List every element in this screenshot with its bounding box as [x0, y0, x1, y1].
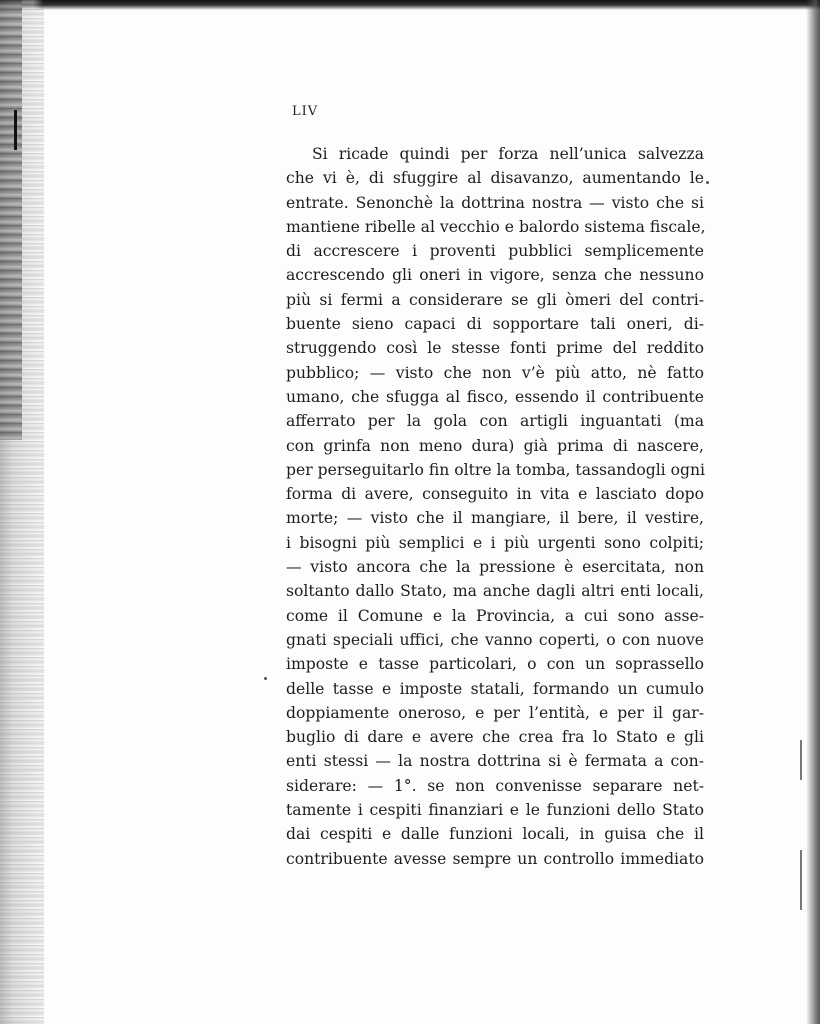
text-line: imposte e tasse particolari, o con un soprassello — [286, 655, 704, 674]
text-line: per perseguitarlo fin oltre la tomba, tassandogli ogni — [286, 460, 706, 479]
text-line: entrate. Senonchè la dottrina nostra — visto che si — [286, 193, 704, 212]
text-line: pubblico; — visto che non v’è più atto, nè fatto — [286, 363, 704, 382]
text-line: buglio di dare e avere che crea fra lo Stato e gli — [286, 728, 704, 747]
text-line: che vi è, di sfuggire al disavanzo, aumentando le — [286, 169, 704, 188]
text-line: accrescendo gli oneri in vigore, senza che nessuno — [286, 266, 704, 285]
text-line: i bisogni più semplici e i più urgenti sono colpiti; — [286, 533, 704, 552]
text-line: di accrescere i proventi pubblici semplicemente — [286, 242, 704, 261]
text-line: più si fermi a considerare se gli òmeri del contri- — [286, 290, 704, 309]
text-line: delle tasse e imposte statali, formando un cumulo — [286, 679, 704, 698]
scan-speck — [800, 740, 802, 780]
scan-binding-mark — [14, 110, 17, 150]
text-line: enti stessi — la nostra dottrina si è fermata a con- — [286, 752, 704, 771]
text-line: come il Comune e la Provincia, a cui sono asse- — [286, 606, 704, 625]
text-line: doppiamente oneroso, e per l’entità, e per il gar- — [286, 703, 704, 722]
page-number: LIV — [292, 104, 319, 119]
body-paragraph — [286, 142, 704, 871]
text-line: afferrato per la gola con artigli inguantati (ma — [286, 412, 704, 431]
text-line: struggendo così le stesse fonti prime del reddito — [286, 339, 704, 358]
text-line: mantiene ribelle al vecchio e balordo sistema fiscale, — [286, 217, 706, 236]
scan-speck — [706, 181, 709, 184]
scan-speck — [264, 677, 267, 680]
text-line: siderare: — 1°. se non convenisse separare net- — [286, 776, 704, 795]
text-line: soltanto dallo Stato, ma anche dagli altri enti locali, — [286, 582, 704, 601]
scan-right-edge — [806, 0, 820, 1024]
text-line: tamente i cespiti finanziari e le funzioni dello Stato — [286, 801, 704, 820]
text-line: con grinfa non meno dura) già prima di nascere, — [286, 436, 704, 455]
text-line: — visto ancora che la pressione è esercitata, non — [286, 558, 704, 577]
text-line: gnati speciali uffici, che vanno coperti, o con nuove — [286, 630, 704, 649]
text-line: forma di avere, conseguito in vita e lasciato dopo — [286, 485, 704, 504]
text-line: buente sieno capaci di sopportare tali oneri, di- — [286, 315, 704, 334]
text-line: Si ricade quindi per forza nell’unica salvezza — [312, 145, 704, 163]
text-line: umano, che sfugga al fisco, essendo il contribuente — [286, 387, 704, 406]
scan-top-edge — [0, 0, 820, 10]
scan-binding-shadow — [0, 0, 22, 440]
text-line: contribuente avesse sempre un controllo immediato — [286, 849, 704, 868]
text-line: morte; — visto che il mangiare, il bere, il vestire, — [286, 509, 704, 528]
scan-speck — [800, 850, 802, 910]
text-line: dai cespiti e dalle funzioni locali, in guisa che il — [286, 825, 704, 844]
